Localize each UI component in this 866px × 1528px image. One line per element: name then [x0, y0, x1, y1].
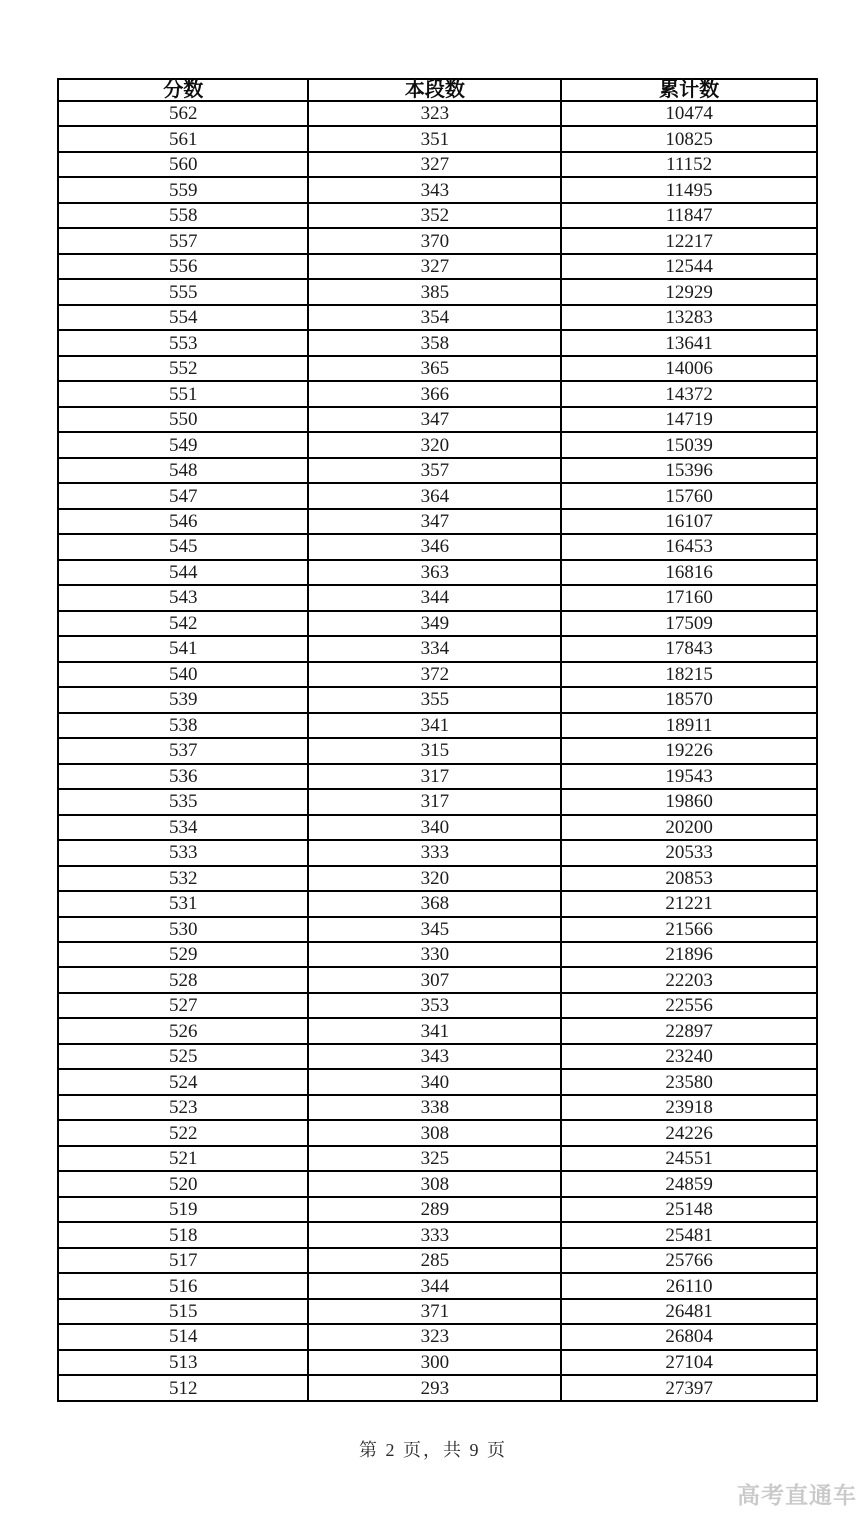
score-cell: 558 — [58, 203, 308, 228]
cumulative-count-cell: 18911 — [561, 713, 817, 738]
table-row — [58, 458, 817, 483]
cumulative-count-cell: 25766 — [561, 1248, 817, 1273]
segment-count-cell: 338 — [308, 1095, 561, 1120]
score-cell: 529 — [58, 942, 308, 967]
segment-count-cell: 343 — [308, 177, 561, 202]
segment-count-cell: 317 — [308, 789, 561, 814]
cumulative-count-cell: 13283 — [561, 305, 817, 330]
segment-count-cell: 285 — [308, 1248, 561, 1273]
segment-count-cell: 333 — [308, 840, 561, 865]
score-cell: 544 — [58, 560, 308, 585]
segment-count-cell: 327 — [308, 254, 561, 279]
segment-count-cell: 308 — [308, 1171, 561, 1196]
score-cell: 546 — [58, 509, 308, 534]
segment-count-cell: 320 — [308, 866, 561, 891]
table-row — [58, 1044, 817, 1069]
segment-count-cell: 325 — [308, 1146, 561, 1171]
segment-count-cell: 385 — [308, 279, 561, 304]
segment-count-cell: 347 — [308, 407, 561, 432]
table-row — [58, 1146, 817, 1171]
segment-count-cell: 341 — [308, 713, 561, 738]
cumulative-count-cell: 14719 — [561, 407, 817, 432]
cumulative-count-cell: 19860 — [561, 789, 817, 814]
cumulative-count-cell: 24226 — [561, 1120, 817, 1145]
table-row — [58, 764, 817, 789]
score-cell: 545 — [58, 534, 308, 559]
table-row — [58, 152, 817, 177]
score-cell: 533 — [58, 840, 308, 865]
segment-count-cell: 293 — [308, 1375, 561, 1401]
cumulative-count-cell: 25148 — [561, 1197, 817, 1222]
table-row — [58, 228, 817, 253]
segment-count-cell: 333 — [308, 1222, 561, 1247]
score-cell: 514 — [58, 1324, 308, 1349]
segment-count-cell: 371 — [308, 1299, 561, 1324]
segment-count-cell: 340 — [308, 815, 561, 840]
table-row — [58, 305, 817, 330]
cumulative-count-cell: 17160 — [561, 585, 817, 610]
table-row — [58, 1350, 817, 1375]
table-row — [58, 891, 817, 916]
table-row — [58, 1375, 817, 1401]
cumulative-count-cell: 12544 — [561, 254, 817, 279]
cumulative-count-cell: 23240 — [561, 1044, 817, 1069]
score-cell: 540 — [58, 662, 308, 687]
segment-count-cell: 308 — [308, 1120, 561, 1145]
score-cell: 562 — [58, 101, 308, 126]
cumulative-count-cell: 14006 — [561, 356, 817, 381]
cumulative-count-cell: 15760 — [561, 483, 817, 508]
table-header-row — [58, 79, 817, 101]
score-cell: 517 — [58, 1248, 308, 1273]
segment-count-cell: 347 — [308, 509, 561, 534]
score-cell: 554 — [58, 305, 308, 330]
cumulative-count-cell: 11495 — [561, 177, 817, 202]
cumulative-count-cell: 20200 — [561, 815, 817, 840]
table-row — [58, 381, 817, 406]
score-cell: 518 — [58, 1222, 308, 1247]
cumulative-count-cell: 10474 — [561, 101, 817, 126]
score-cell: 550 — [58, 407, 308, 432]
table-row — [58, 432, 817, 457]
cumulative-count-cell: 22897 — [561, 1018, 817, 1043]
score-cell: 559 — [58, 177, 308, 202]
table-row — [58, 1197, 817, 1222]
table-row — [58, 866, 817, 891]
table-row — [58, 509, 817, 534]
score-cell: 512 — [58, 1375, 308, 1401]
cumulative-count-cell: 16107 — [561, 509, 817, 534]
score-cell: 553 — [58, 330, 308, 355]
cumulative-count-cell: 26804 — [561, 1324, 817, 1349]
segment-count-cell: 346 — [308, 534, 561, 559]
cumulative-count-cell: 12217 — [561, 228, 817, 253]
table-row — [58, 662, 817, 687]
table-row — [58, 483, 817, 508]
cumulative-count-cell: 23918 — [561, 1095, 817, 1120]
score-cell: 527 — [58, 993, 308, 1018]
page-number-footer: 第 2 页，共 9 页 — [359, 1440, 507, 1460]
score-cell: 534 — [58, 815, 308, 840]
score-cell: 537 — [58, 738, 308, 763]
cumulative-count-cell: 21221 — [561, 891, 817, 916]
score-cell: 520 — [58, 1171, 308, 1196]
table-row — [58, 611, 817, 636]
cumulative-count-cell: 16816 — [561, 560, 817, 585]
cumulative-count-cell: 26110 — [561, 1273, 817, 1298]
segment-count-cell: 334 — [308, 636, 561, 661]
table-row — [58, 203, 817, 228]
table-row — [58, 1273, 817, 1298]
table-row — [58, 1095, 817, 1120]
segment-count-cell: 345 — [308, 917, 561, 942]
score-cell: 532 — [58, 866, 308, 891]
table-row — [58, 815, 817, 840]
table-row — [58, 942, 817, 967]
score-cell: 556 — [58, 254, 308, 279]
score-cell: 555 — [58, 279, 308, 304]
score-cell: 561 — [58, 126, 308, 151]
score-cell: 535 — [58, 789, 308, 814]
cumulative-count-cell: 25481 — [561, 1222, 817, 1247]
score-cell: 530 — [58, 917, 308, 942]
cumulative-count-cell: 22203 — [561, 967, 817, 992]
score-cell: 542 — [58, 611, 308, 636]
table-row — [58, 560, 817, 585]
table-row — [58, 1324, 817, 1349]
score-cell: 513 — [58, 1350, 308, 1375]
table-row — [58, 687, 817, 712]
score-cell: 519 — [58, 1197, 308, 1222]
score-cell: 525 — [58, 1044, 308, 1069]
segment-count-cell: 351 — [308, 126, 561, 151]
table-row — [58, 1299, 817, 1324]
table-row — [58, 279, 817, 304]
cumulative-count-cell: 17843 — [561, 636, 817, 661]
score-cell: 515 — [58, 1299, 308, 1324]
cumulative-count-cell: 26481 — [561, 1299, 817, 1324]
score-cell: 516 — [58, 1273, 308, 1298]
segment-count-cell: 344 — [308, 1273, 561, 1298]
segment-count-cell: 352 — [308, 203, 561, 228]
table-row — [58, 636, 817, 661]
table-row — [58, 1069, 817, 1094]
score-cell: 549 — [58, 432, 308, 457]
score-cell: 557 — [58, 228, 308, 253]
table-row — [58, 126, 817, 151]
score-cell: 548 — [58, 458, 308, 483]
segment-count-cell: 300 — [308, 1350, 561, 1375]
score-cell: 560 — [58, 152, 308, 177]
score-cell: 543 — [58, 585, 308, 610]
watermark-gaokao-zhitongche: 高考直通车 — [737, 1482, 857, 1508]
table-row — [58, 356, 817, 381]
table-row — [58, 917, 817, 942]
table-row — [58, 330, 817, 355]
score-cell: 538 — [58, 713, 308, 738]
segment-count-cell: 340 — [308, 1069, 561, 1094]
segment-count-cell: 343 — [308, 1044, 561, 1069]
table-row — [58, 1171, 817, 1196]
cumulative-count-cell: 21896 — [561, 942, 817, 967]
table-row — [58, 101, 817, 126]
score-cell: 539 — [58, 687, 308, 712]
score-distribution-table — [57, 78, 818, 1402]
cumulative-count-cell: 24859 — [561, 1171, 817, 1196]
segment-count-cell: 307 — [308, 967, 561, 992]
segment-count-cell: 372 — [308, 662, 561, 687]
table-row — [58, 177, 817, 202]
table-row — [58, 738, 817, 763]
cumulative-count-cell: 21566 — [561, 917, 817, 942]
column-header-segment-count: 本段数 — [308, 79, 561, 101]
segment-count-cell: 323 — [308, 101, 561, 126]
table-row — [58, 713, 817, 738]
cumulative-count-cell: 14372 — [561, 381, 817, 406]
cumulative-count-cell: 18570 — [561, 687, 817, 712]
segment-count-cell: 368 — [308, 891, 561, 916]
segment-count-cell: 364 — [308, 483, 561, 508]
table-row — [58, 534, 817, 559]
segment-count-cell: 341 — [308, 1018, 561, 1043]
cumulative-count-cell: 27397 — [561, 1375, 817, 1401]
score-cell: 552 — [58, 356, 308, 381]
table-row — [58, 1018, 817, 1043]
segment-count-cell: 357 — [308, 458, 561, 483]
score-cell: 522 — [58, 1120, 308, 1145]
score-table-body — [58, 101, 817, 1401]
cumulative-count-cell: 11152 — [561, 152, 817, 177]
segment-count-cell: 323 — [308, 1324, 561, 1349]
cumulative-count-cell: 16453 — [561, 534, 817, 559]
table-row — [58, 254, 817, 279]
cumulative-count-cell: 17509 — [561, 611, 817, 636]
table-row — [58, 1222, 817, 1247]
score-cell: 541 — [58, 636, 308, 661]
score-cell: 547 — [58, 483, 308, 508]
segment-count-cell: 349 — [308, 611, 561, 636]
cumulative-count-cell: 15039 — [561, 432, 817, 457]
segment-count-cell: 358 — [308, 330, 561, 355]
score-cell: 551 — [58, 381, 308, 406]
segment-count-cell: 315 — [308, 738, 561, 763]
cumulative-count-cell: 19226 — [561, 738, 817, 763]
cumulative-count-cell: 18215 — [561, 662, 817, 687]
score-cell: 528 — [58, 967, 308, 992]
cumulative-count-cell: 23580 — [561, 1069, 817, 1094]
column-header-score: 分数 — [58, 79, 308, 101]
table-row — [58, 993, 817, 1018]
score-cell: 526 — [58, 1018, 308, 1043]
score-cell: 531 — [58, 891, 308, 916]
score-cell: 521 — [58, 1146, 308, 1171]
cumulative-count-cell: 20853 — [561, 866, 817, 891]
score-cell: 524 — [58, 1069, 308, 1094]
segment-count-cell: 317 — [308, 764, 561, 789]
table-row — [58, 407, 817, 432]
cumulative-count-cell: 24551 — [561, 1146, 817, 1171]
segment-count-cell: 330 — [308, 942, 561, 967]
segment-count-cell: 370 — [308, 228, 561, 253]
table-row — [58, 1120, 817, 1145]
column-header-cumulative-count: 累计数 — [561, 79, 817, 101]
table-row — [58, 840, 817, 865]
cumulative-count-cell: 27104 — [561, 1350, 817, 1375]
table-row — [58, 789, 817, 814]
table-row — [58, 1248, 817, 1273]
segment-count-cell: 355 — [308, 687, 561, 712]
segment-count-cell: 354 — [308, 305, 561, 330]
table-row — [58, 585, 817, 610]
segment-count-cell: 320 — [308, 432, 561, 457]
segment-count-cell: 365 — [308, 356, 561, 381]
segment-count-cell: 363 — [308, 560, 561, 585]
cumulative-count-cell: 11847 — [561, 203, 817, 228]
segment-count-cell: 366 — [308, 381, 561, 406]
cumulative-count-cell: 15396 — [561, 458, 817, 483]
table-row — [58, 967, 817, 992]
segment-count-cell: 289 — [308, 1197, 561, 1222]
segment-count-cell: 344 — [308, 585, 561, 610]
score-cell: 523 — [58, 1095, 308, 1120]
cumulative-count-cell: 20533 — [561, 840, 817, 865]
cumulative-count-cell: 13641 — [561, 330, 817, 355]
cumulative-count-cell: 10825 — [561, 126, 817, 151]
segment-count-cell: 327 — [308, 152, 561, 177]
segment-count-cell: 353 — [308, 993, 561, 1018]
score-cell: 536 — [58, 764, 308, 789]
cumulative-count-cell: 22556 — [561, 993, 817, 1018]
cumulative-count-cell: 19543 — [561, 764, 817, 789]
cumulative-count-cell: 12929 — [561, 279, 817, 304]
